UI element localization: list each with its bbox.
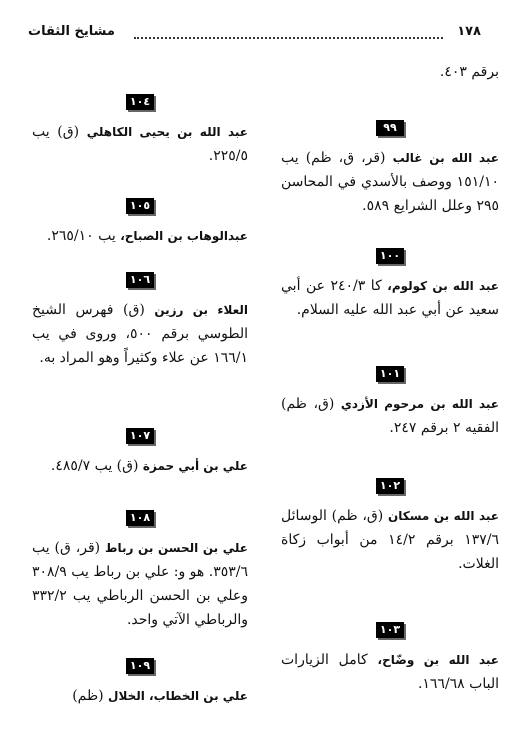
page-number: ١٧٨ (457, 24, 481, 39)
entry-body: (ق) يب ٤٨٥/٧. (50, 458, 143, 474)
entry-body: (ق، ظم) الفقيه ٢ برقم ٢٤٧. (281, 396, 499, 436)
entry-name: علي بن الحسن بن رباط (105, 541, 248, 555)
entry-name: عبد الله بن كولوم، (387, 279, 499, 293)
entry-text (32, 536, 248, 632)
entry-body: يب ٢٦٥/١٠. (46, 228, 121, 244)
continuation-text: برقم ٤٠٣. (439, 64, 499, 80)
entry-name: عبد الله بن مرحوم الأزدي (340, 397, 499, 411)
entry-body: (ق) فهرس الشيخ الطوسي برقم ٥٠٠، وروى في يب ١٦٦/١ عن علاء وكثيراً وهو المراد به. (32, 302, 248, 366)
header-dot-leader (134, 37, 443, 39)
entry-number-badge: ١٠٨ (126, 510, 154, 526)
entry-name: عبدالوهاب بن الصباح، (120, 229, 248, 243)
entry-body: (ظم) (72, 688, 109, 704)
entry-number-badge: ١٠٣ (376, 622, 404, 638)
entry-body: (قر، ق، ظم) يب ١٥١/١٠ ووصف بالأسدي في المحاسن ٢٩٥ وعلل الشرايع ٥٨٩. (281, 150, 499, 214)
entry-number-badge: ١٠٠ (376, 248, 404, 264)
entry-text (281, 274, 499, 322)
entry-name: علي بن أبي حمزة (142, 459, 248, 473)
entry-number-badge: ٩٩ (376, 120, 404, 136)
entry-text (32, 454, 248, 478)
entry-body: (ق) يب ٢٢٥/٥. (32, 124, 248, 164)
entry-number-badge: ١٠٢ (376, 478, 404, 494)
page-header (28, 24, 481, 44)
entry-number-badge: ١٠٥ (126, 198, 154, 214)
entry-name: عبد الله بن مسكان (387, 509, 499, 523)
entry-body: (قر، ق) يب ٣٥٣/٦. هو و: علي بن رباط يب ٣٠٨/٩ وعلي بن الحسن الرباطي يب ٣٣٢/٢ والرباطي الآتي واحد. (31, 540, 248, 628)
entry-body: كا ٢٤٠/٣ عن أبي سعيد عن أبي عبد الله عليه السلام. (281, 278, 499, 318)
entry-text (281, 504, 499, 576)
entry-number-badge: ١٠١ (376, 366, 404, 382)
entry-name: العلاء بن رزين (154, 303, 248, 317)
running-title: مشايخ الثقات (28, 24, 115, 39)
entry-text (32, 684, 248, 708)
entry-number-badge: ١٠٤ (126, 94, 154, 110)
entry-name: عبد الله بن وضّاح، (377, 653, 499, 667)
entry-name: علي بن الخطاب، الخلال (108, 689, 248, 703)
entry-number-badge: ١٠٧ (126, 428, 154, 444)
entry-body: (ق، ظم) الوسائل ١٣٧/٦ برقم ١٤/٢ من أبواب زكاة الغلات. (281, 508, 500, 572)
entry-text (32, 120, 248, 168)
entry-body: كامل الزيارات الباب ١٦٦/٦٨. (281, 652, 499, 692)
entry-text (281, 146, 499, 218)
entry-number-badge: ١٠٦ (126, 272, 154, 288)
entry-text (281, 648, 499, 696)
entry-text (32, 224, 248, 248)
entry-text (32, 298, 248, 370)
entry-name: عبد الله بن يحيى الكاهلي (86, 125, 248, 139)
entry-text (281, 392, 499, 440)
entry-number-badge: ١٠٩ (126, 658, 154, 674)
entry-name: عبد الله بن غالب (392, 151, 499, 165)
